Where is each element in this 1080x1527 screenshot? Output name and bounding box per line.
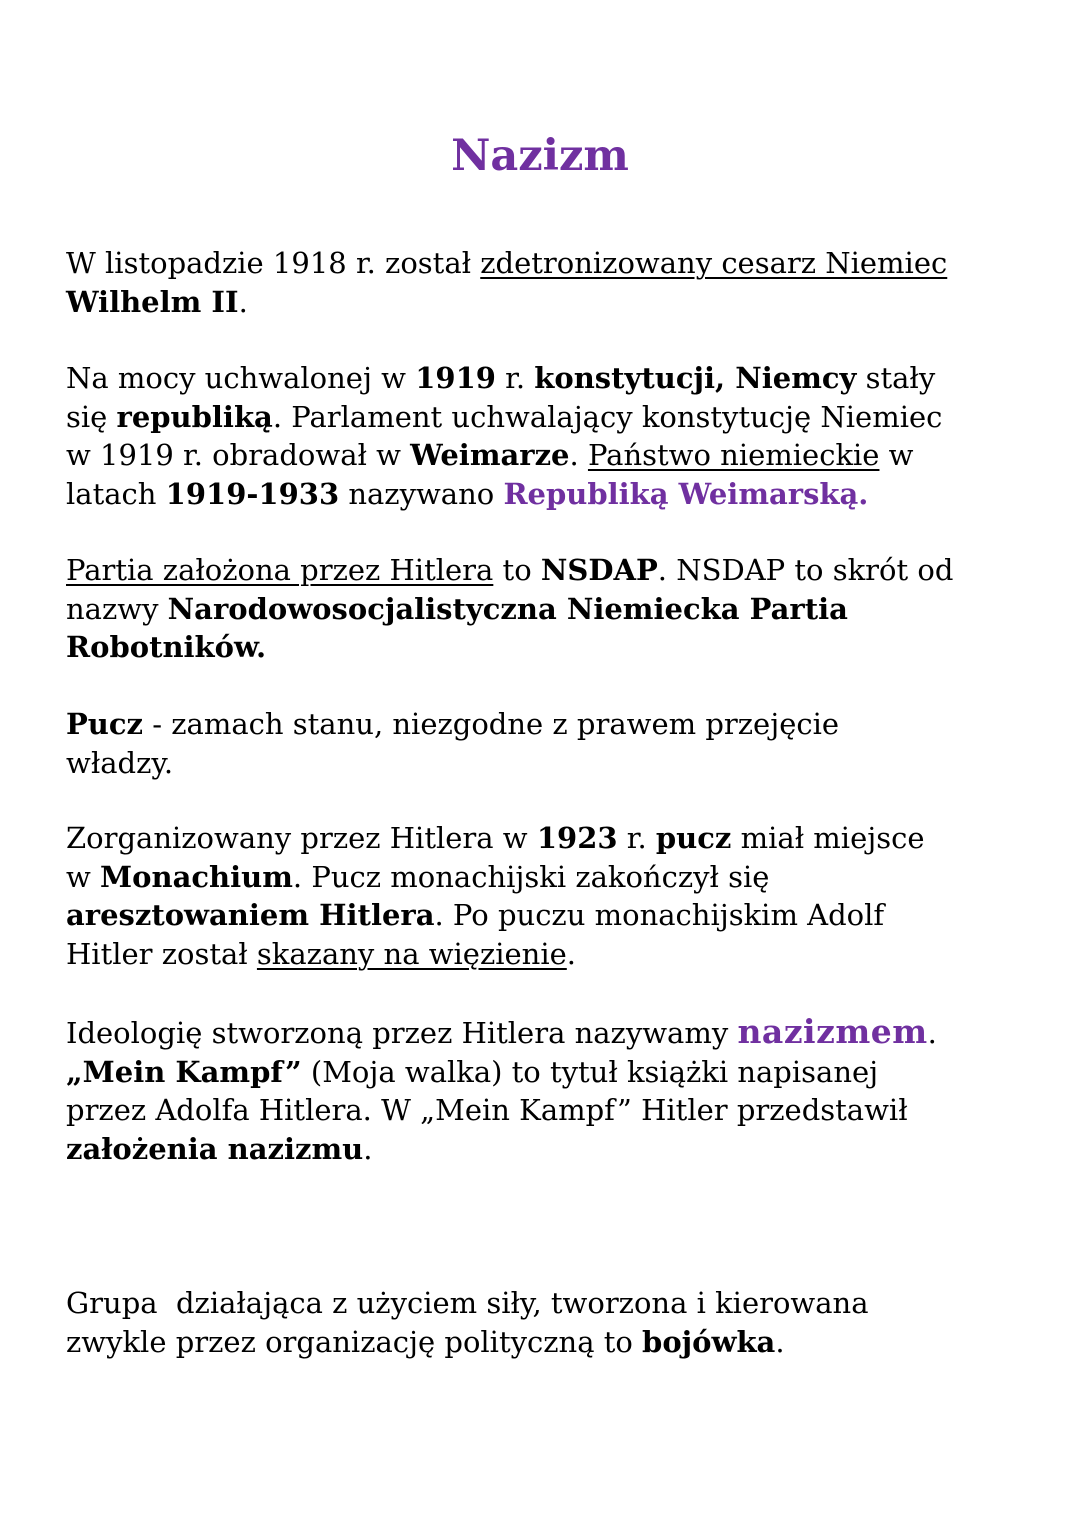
paragraph-munich-putsch — [66, 819, 1026, 973]
text-run: . Po puczu monachijskim Adolf — [434, 898, 885, 932]
bold-text: 1923 — [536, 821, 618, 855]
text-run: zwykle przez organizację polityczną to — [66, 1324, 643, 1359]
paragraph-republic — [66, 359, 1026, 513]
text-run: Grupa działająca z użyciem siły, tworzona i kierowana — [66, 1286, 869, 1320]
text-line — [66, 436, 1026, 475]
page-title: Nazizm — [451, 131, 629, 181]
bold-text: 1919 — [415, 361, 496, 395]
text-line — [66, 398, 1026, 437]
bold-text: NSDAP — [540, 553, 658, 587]
text-line — [66, 1323, 1026, 1362]
text-line — [66, 858, 1026, 897]
text-run: . Pucz monachijski zakończył się — [292, 859, 770, 894]
text-run: - zamach stanu, niezgodne z prawem przejęcie — [143, 707, 840, 741]
bold-text: Robotników. — [66, 630, 267, 664]
text-run: w — [879, 438, 914, 472]
text-line — [66, 896, 1026, 935]
text-run: Hitler został — [66, 936, 257, 971]
underlined-text: zdetronizowany cesarz Niemiec — [480, 246, 948, 280]
bold-text: „Mein Kampf” — [66, 1054, 302, 1089]
text-line — [66, 628, 1026, 667]
text-line — [66, 590, 1026, 629]
text-run: przez Adolfa Hitlera. W „Mein Kampf” Hitler przedstawił — [66, 1093, 908, 1127]
bold-text: aresztowaniem Hitlera — [66, 898, 435, 932]
text-run: r. — [617, 821, 656, 855]
bold-text: bojówka — [642, 1324, 776, 1359]
text-line — [66, 1013, 1026, 1053]
text-line — [66, 1091, 1026, 1130]
text-run: . — [238, 284, 248, 319]
text-run: Ideologię stworzoną przez Hitlera nazywamy — [66, 1016, 738, 1050]
text-line — [66, 359, 1026, 398]
text-line — [66, 705, 1026, 744]
underlined-text: Partia założona przez Hitlera — [66, 553, 494, 587]
text-line — [66, 744, 1026, 783]
bold-text: Wilhelm II — [66, 284, 239, 319]
text-line — [66, 244, 1026, 283]
text-run: Na mocy uchwalonej w — [66, 361, 416, 395]
text-run: . — [775, 1324, 785, 1359]
text-run: w 1919 r. obradował w — [66, 438, 411, 472]
bold-text: założenia nazizmu — [66, 1131, 364, 1166]
text-run: się — [66, 399, 117, 434]
text-run: . — [569, 438, 588, 472]
text-run: r. — [495, 361, 535, 395]
highlighted-term: Republiką Weimarską. — [503, 476, 869, 511]
text-run: . — [566, 936, 577, 971]
paragraph-ideology — [66, 1013, 1026, 1168]
text-run: (Moja walka) to tytuł książki napisanej — [301, 1054, 879, 1089]
text-run: latach — [66, 476, 166, 511]
text-run: władzy. — [66, 745, 174, 780]
text-line — [66, 283, 1026, 322]
text-run: . Parlament uchwalający konstytucję Niemiec — [272, 399, 943, 434]
text-run: w — [66, 859, 101, 894]
paragraph-pucz-definition — [66, 705, 1026, 782]
text-line — [66, 1053, 1026, 1092]
text-run: miał miejsce — [731, 821, 925, 855]
text-run: nazwy — [66, 591, 168, 626]
text-line — [66, 475, 1026, 514]
bold-text: republiką — [116, 399, 273, 434]
text-run: . NSDAP to skrót od — [657, 553, 954, 587]
bold-text: Monachium — [100, 859, 293, 894]
text-run: . — [363, 1131, 373, 1166]
bold-text: Weimarze — [410, 438, 570, 472]
bold-text: pucz — [655, 821, 732, 855]
text-line — [66, 1130, 1026, 1169]
text-run: Zorganizowany przez Hitlera w — [66, 821, 537, 855]
underlined-text: Państwo niemieckie — [587, 438, 880, 472]
paragraph-nsdap — [66, 551, 1026, 667]
paragraph-bojowka — [66, 1284, 1026, 1361]
text-line — [66, 1284, 1026, 1323]
text-line — [66, 819, 1026, 858]
highlighted-term: nazizmem — [737, 1012, 928, 1051]
bold-text: 1919-1933 — [165, 476, 340, 511]
paragraph-wilhelm — [66, 244, 1026, 321]
bold-text: Narodowosocjalistyczna Niemiecka Partia — [167, 591, 848, 626]
bold-text: Pucz — [66, 707, 144, 741]
text-run: stały — [856, 361, 936, 395]
text-line — [66, 935, 1026, 974]
text-run: nazywano — [339, 476, 504, 511]
underlined-text: skazany na więzienie — [256, 936, 567, 971]
bold-text: konstytucji, Niemcy — [534, 361, 857, 395]
text-run: W listopadzie 1918 r. został — [66, 246, 481, 280]
text-run: to — [493, 553, 541, 587]
text-line — [66, 551, 1026, 590]
text-run: . — [927, 1016, 937, 1050]
